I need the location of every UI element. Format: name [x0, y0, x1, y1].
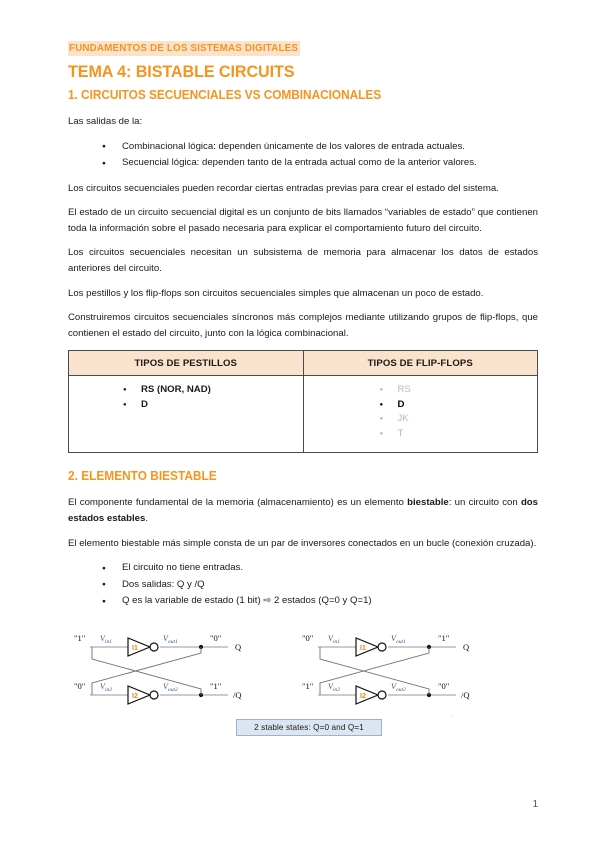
circuit-left — [74, 633, 242, 704]
section-heading-2: 2. ELEMENTO BIESTABLE — [68, 469, 217, 484]
section1-paragraph-5: Construiremos circuitos secuenciales síncronos más complejos mediante utilizando grupos de flip-flops, que contienen el estado del circuito, junto con la lógica combinacional. — [68, 312, 538, 339]
right-out1-value: "1" — [438, 632, 450, 643]
left-vin1-label: $V_{in1}$ — [100, 633, 113, 645]
left-vout1-label: $V_{out1}$ — [163, 633, 178, 645]
left-notq-label: /Q — [233, 689, 242, 700]
page-number: 1 — [532, 799, 538, 810]
circuit-right — [302, 633, 470, 704]
left-out2-value: "1" — [210, 680, 222, 691]
left-vin2-label: $V_{in2}$ — [100, 681, 113, 693]
table-header-flipflops: TIPOS DE FLIP-FLOPS — [303, 351, 538, 376]
list-item: ● T — [380, 427, 538, 442]
list-item: ● Dos salidas: Q y /Q — [102, 577, 538, 594]
list-item: ● El circuito no tiene entradas. — [102, 560, 538, 577]
list-item: ● JK — [380, 412, 538, 427]
s2p1-part-c: . — [145, 512, 148, 524]
section2-paragraph-1 — [68, 495, 538, 526]
s2p1-bold-biestable: biestable — [407, 497, 449, 509]
section1-paragraph-1: Los circuitos secuenciales pueden recordar ciertas entradas previas para crear el estado del sistema. — [68, 182, 499, 194]
table-header-latches: TIPOS DE PESTILLOS — [69, 351, 304, 376]
left-inverter2-label: I2 — [132, 692, 138, 700]
section2-paragraph-2: El elemento biestable más simple consta de un par de inversores conectados en un bucle (conexión cruzada). — [68, 537, 537, 549]
left-inverter2-bubble — [150, 691, 158, 699]
section2-bullet-list — [68, 560, 538, 610]
left-out1-value: "0" — [210, 632, 222, 643]
right-inverter1-label: I1 — [360, 644, 366, 652]
section1-paragraph-2: El estado de un circuito secuencial digital es un conjunto de bits llamados “variables de estado” que contienen toda la información sobre el pasado necesaria para explicar el comportamiento futuro del circuito. — [68, 207, 538, 234]
table-row — [69, 376, 538, 453]
s2p1-part-a: El componente fundamental de la memoria (almacenamiento) es un elemento — [68, 497, 408, 509]
list-item: ● D — [380, 398, 538, 413]
right-inverter1-bubble — [378, 643, 386, 651]
right-vin2-label: $V_{in2}$ — [328, 681, 341, 693]
s2p1-part-b: : un circuito con — [448, 497, 521, 509]
right-in1-value: "0" — [302, 632, 314, 643]
right-in2-value: "1" — [302, 680, 314, 691]
section1-bullet-list — [68, 139, 538, 172]
section1-intro: Las salidas de la: — [68, 116, 143, 127]
list-item: ● RS (NOR, NAD) — [123, 383, 303, 398]
page-smudge-mark: ‛ — [451, 713, 453, 724]
types-table — [68, 350, 538, 453]
left-in2-value: "0" — [74, 680, 86, 691]
flipflop-list — [304, 383, 538, 441]
course-header: FUNDAMENTOS DE LOS SISTEMAS DIGITALES — [68, 42, 299, 54]
left-inverter1-label: I1 — [132, 644, 138, 652]
list-item: ● Combinacional lógica: dependen únicamente de los valores de entrada actuales. — [102, 139, 538, 156]
right-vout1-label: $V_{out1}$ — [391, 633, 406, 645]
right-vout2-label: $V_{out2}$ — [391, 681, 406, 693]
s2p1-bold-dos-estados: dos estados estables — [68, 497, 538, 524]
right-out2-value: "0" — [438, 680, 450, 691]
table-cell-latches — [69, 376, 304, 453]
right-inverter2-bubble — [378, 691, 386, 699]
table-cell-flipflops — [303, 376, 538, 453]
figure-caption: 2 stable states: Q=0 and Q=1 — [236, 719, 382, 736]
left-vout2-label: $V_{out2}$ — [163, 681, 178, 693]
list-item: ● Secuencial lógica: dependen tanto de la entrada actual como de la anterior valores. — [102, 155, 538, 172]
section1-paragraph-4: Los pestillos y los flip-flops son circuitos secuenciales simples que almacenan un poco de estado. — [68, 287, 484, 299]
list-item: ● D — [123, 398, 303, 413]
list-item: ● Q es la variable de estado (1 bit) ⇨ 2 estados (Q=0 y Q=1) — [102, 593, 538, 610]
latch-list — [69, 383, 303, 412]
list-item: ● RS — [380, 383, 538, 398]
bistable-circuit-figure — [68, 619, 538, 749]
table-header-row — [69, 351, 538, 376]
left-inverter1-bubble — [150, 643, 158, 651]
right-inverter2-label: I2 — [360, 692, 366, 700]
right-q-label: Q — [463, 641, 470, 652]
right-vin1-label: $V_{in1}$ — [328, 633, 341, 645]
page-title: TEMA 4: BISTABLE CIRCUITS — [68, 62, 295, 81]
right-notq-label: /Q — [461, 689, 470, 700]
section-heading-1: 1. CIRCUITOS SECUENCIALES VS COMBINACIONALES — [68, 88, 382, 102]
left-q-label: Q — [235, 641, 242, 652]
cross-coupled-inverters-svg — [68, 619, 538, 719]
left-in1-value: "1" — [74, 632, 86, 643]
section1-paragraph-3: Los circuitos secuenciales necesitan un subsistema de memoria para almacenar los datos de estados anteriores del circuito. — [68, 247, 538, 274]
